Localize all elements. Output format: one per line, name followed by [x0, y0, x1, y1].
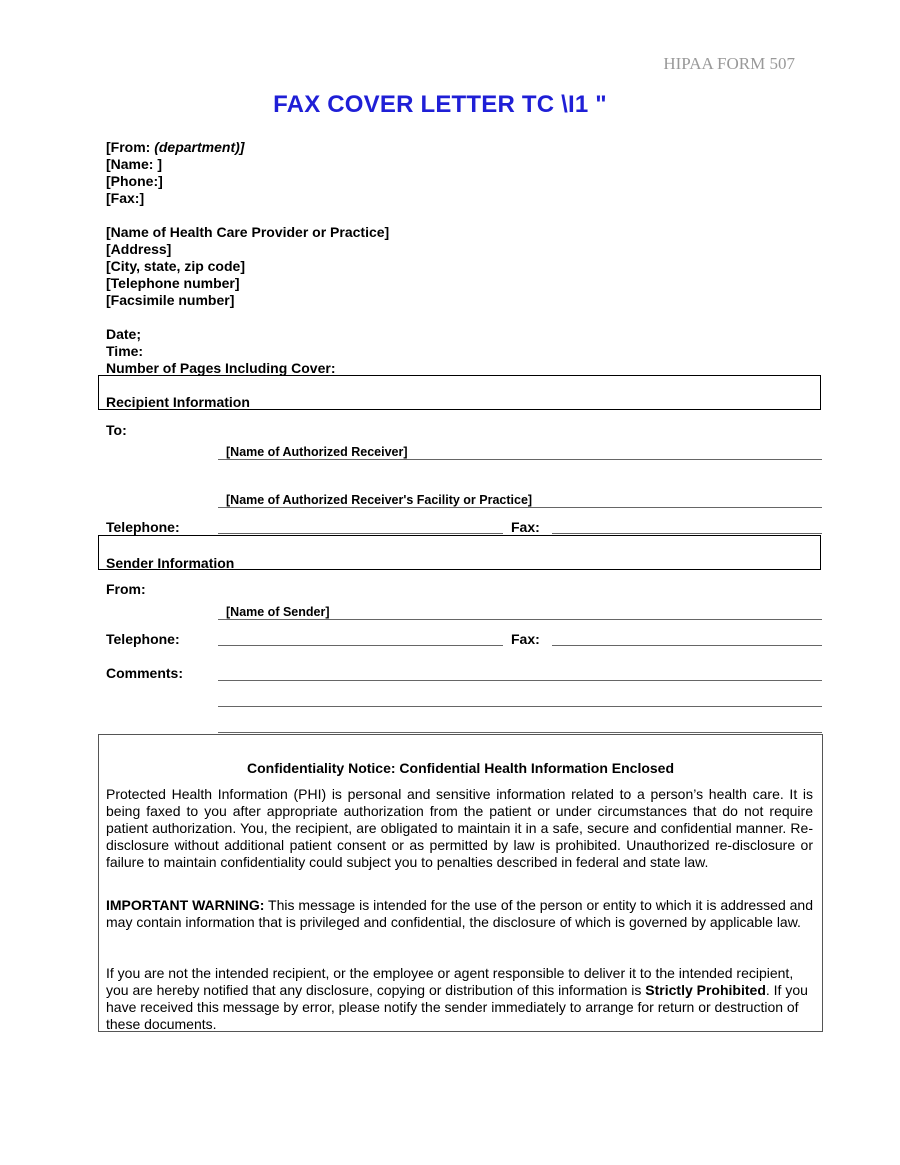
recipient-fax-field[interactable] [552, 533, 822, 534]
page-title: FAX COVER LETTER TC \I1 " [273, 91, 607, 118]
provider-telephone-line: [Telephone number] [106, 275, 240, 291]
sender-fax-label: Fax: [511, 631, 540, 647]
comments-line-2[interactable] [218, 706, 822, 707]
date-label: Date; [106, 326, 142, 342]
sender-name-placeholder: [Name of Sender] [226, 605, 330, 619]
from-prefix: [From: [106, 139, 155, 155]
comments-label: Comments: [106, 665, 184, 681]
sender-heading: Sender Information [106, 555, 235, 571]
sender-fax-field[interactable] [552, 645, 822, 646]
warning-text: This message is intended for the use of the person or entity to which it is addressed and may contain information that is privileged and confidential, the disclosure of which is governed by applicable law. [106, 897, 813, 930]
time-label: Time: [106, 343, 144, 359]
sender-telephone-field[interactable] [218, 645, 503, 646]
fax-line: [Fax:] [106, 190, 145, 206]
to-label: To: [106, 422, 127, 438]
provider-name-line: [Name of Health Care Provider or Practice] [106, 224, 390, 240]
recipient-heading: Recipient Information [106, 394, 250, 410]
phone-line: [Phone:] [106, 173, 163, 189]
notice-warning-paragraph [106, 897, 813, 931]
notice-para3-end: . If you have received this message by error, please notify the sender immediately to arrange for return or destruction of these documents. [106, 982, 808, 1032]
sender-from-label: From: [106, 581, 146, 597]
sender-telephone-label: Telephone: [106, 631, 180, 647]
receiver-name-placeholder: [Name of Authorized Receiver] [226, 445, 408, 459]
receiver-facility-field[interactable] [218, 507, 822, 508]
provider-address-line: [Address] [106, 241, 172, 257]
form-number: HIPAA FORM 507 [663, 54, 795, 73]
pages-label: Number of Pages Including Cover: [106, 360, 336, 376]
strictly-prohibited-text: Strictly Prohibited [645, 982, 766, 998]
notice-recipient-paragraph [106, 965, 813, 1033]
sender-name-field[interactable] [218, 619, 822, 620]
receiver-facility-placeholder: [Name of Authorized Receiver's Facility or Practice] [226, 493, 533, 507]
recipient-fax-label: Fax: [511, 519, 540, 535]
provider-city-line: [City, state, zip code] [106, 258, 245, 274]
notice-para3-start: If you are not the intended recipient, or the employee or agent responsible to deliver it to the intended recipient, you are hereby notified that any disclosure, copying or distribution of this information is [106, 965, 794, 998]
recipient-telephone-field[interactable] [218, 533, 503, 534]
notice-phi-paragraph: Protected Health Information (PHI) is personal and sensitive information related to a person’s health care. It is being faxed to you after appropriate authorization from the patient or under circumstances that do not require patient authorization. You, the recipient, are obligated to maintain it in a safe, secure and confidential manner. Re-disclosure without additional patient consent or as permitted by law is prohibited. Unauthorized re-disclosure or failure to maintain confidentiality could subject you to penalties described in federal and state law. [106, 786, 813, 870]
provider-facsimile-line: [Facsimile number] [106, 292, 235, 308]
comments-line-3[interactable] [218, 732, 822, 733]
recipient-telephone-label: Telephone: [106, 519, 180, 535]
warning-label: IMPORTANT WARNING: [106, 897, 265, 913]
name-line: [Name: ] [106, 156, 163, 172]
department-placeholder: (department)] [154, 139, 245, 155]
notice-title: Confidentiality Notice: Confidential Health Information Enclosed [246, 760, 675, 776]
from-department-line [106, 139, 244, 156]
receiver-name-field[interactable] [218, 459, 822, 460]
comments-line-1[interactable] [218, 680, 822, 681]
